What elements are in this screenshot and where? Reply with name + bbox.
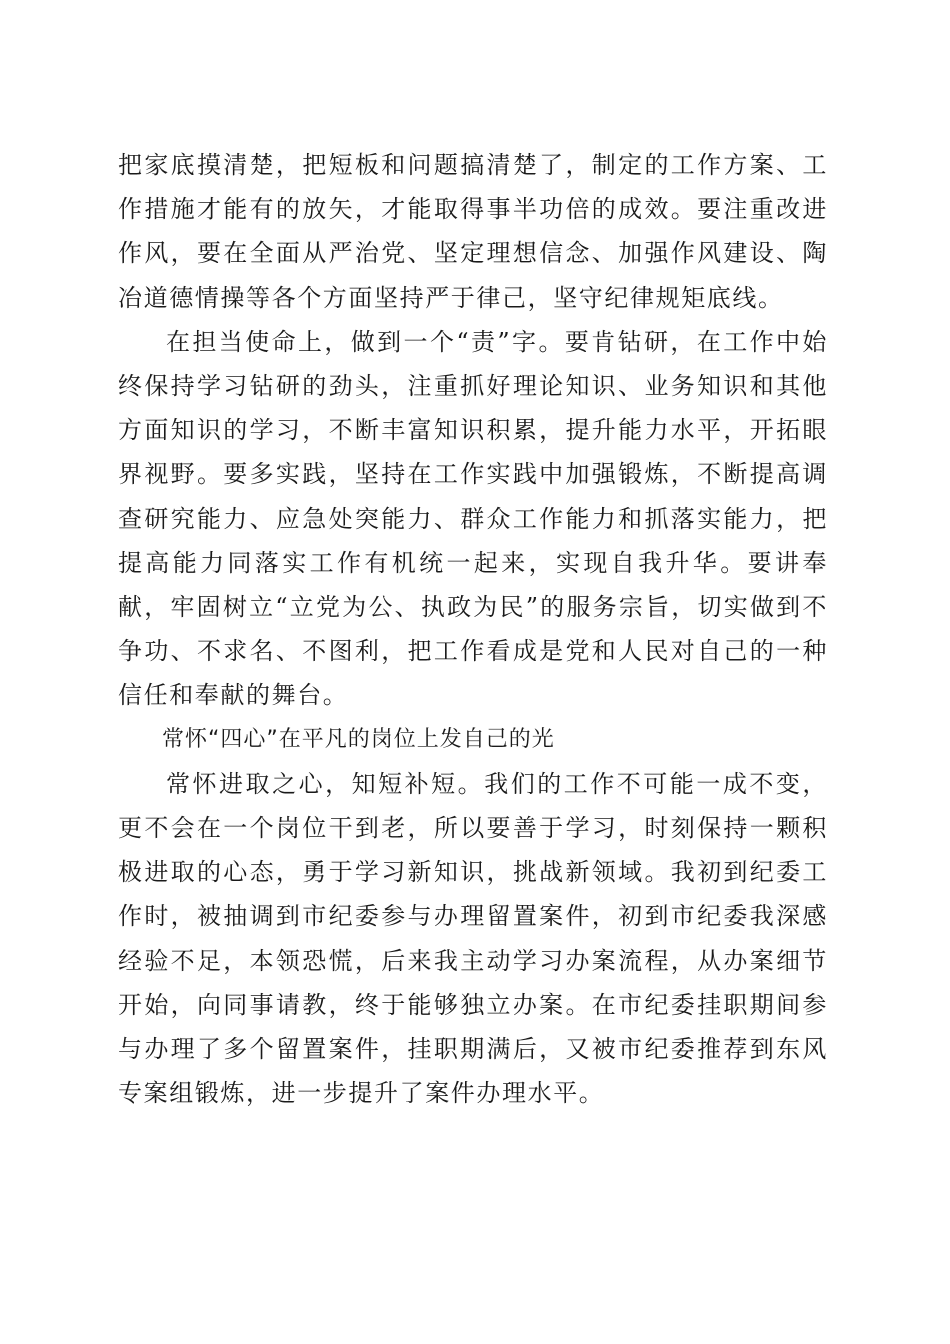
document-body — [118, 143, 828, 1115]
paragraph-continuation: 把家底摸清楚，把短板和问题搞清楚了，制定的工作方案、工作措施才能有的放矢，才能取得事半功倍的成效。要注重改进作风，要在全面从严治党、坚定理想信念、加强作风建设、陶冶道德情操等各个方面坚持严于律己，坚守纪律规矩底线。 — [118, 151, 828, 312]
section-heading: 常怀“四心”在平凡的岗位上发自己的光 — [162, 726, 555, 752]
paragraph-responsibility: 在担当使命上，做到一个“责”字。要肯钻研，在工作中始终保持学习钻研的劲头，注重抓好理论知识、业务知识和其他方面知识的学习，不断丰富知识积累，提升能力水平，开拓眼界视野。要多实践，坚持在工作实践中加强锻炼，不断提高调查研究能力、应急处突能力、群众工作能力和抓落实能力，把提高能力同落实工作有机统一起来，实现自我升华。要讲奉献，牢固树立“立党为公、执政为民”的服务宗旨，切实做到不争功、不求名、不图利，把工作看成是党和人民对自己的一种信任和奉献的舞台。 — [118, 327, 828, 710]
paragraph-progress: 常怀进取之心，知短补短。我们的工作不可能一成不变，更不会在一个岗位干到老，所以要善于学习，时刻保持一颗积极进取的心态，勇于学习新知识，挑战新领域。我初到纪委工作时，被抽调到市纪委参与办理留置案件，初到市纪委我深感经验不足，本领恐慌，后来我主动学习办案流程，从办案细节开始，向同事请教，终于能够独立办案。在市纪委挂职期间参与办理了多个留置案件，挂职期满后，又被市纪委推荐到东风专案组锻炼，进一步提升了案件办理水平。 — [118, 769, 828, 1108]
